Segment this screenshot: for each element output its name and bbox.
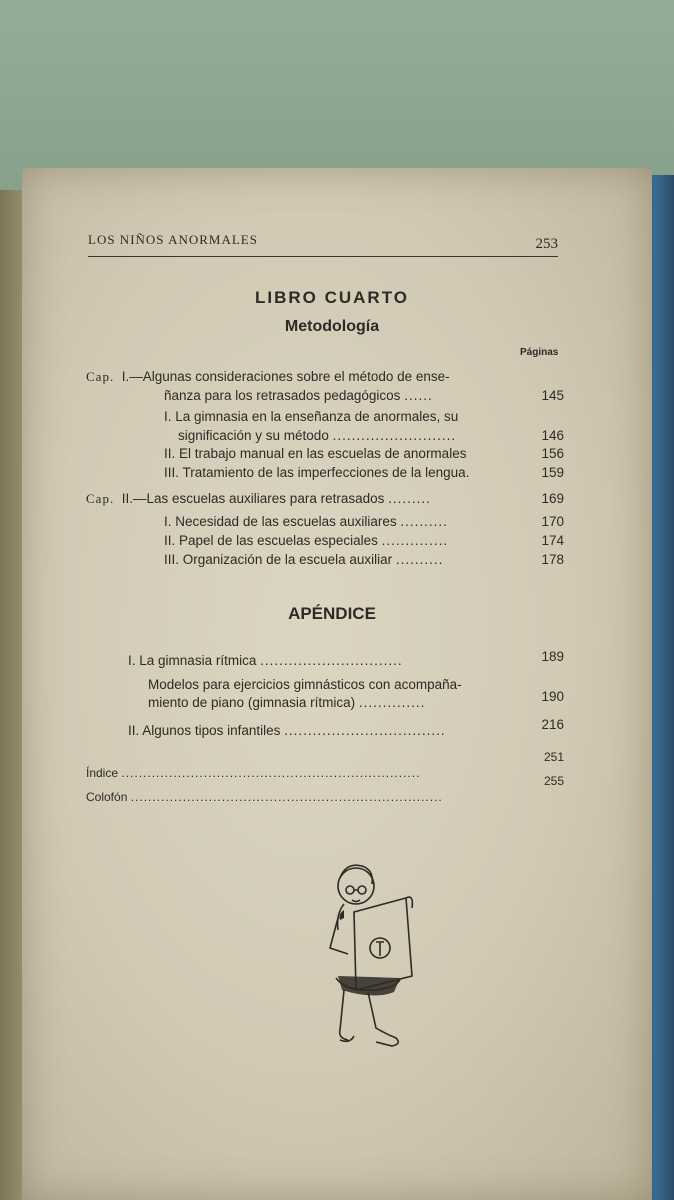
item-title: Tratamiento de las imperfecciones de la lengua. (182, 465, 470, 480)
chapter-label: Cap. (86, 491, 115, 506)
colophon-label: Colofón (86, 790, 128, 804)
section-title: Metodología (284, 318, 380, 335)
page-ref: 189 (541, 649, 564, 664)
running-head-title: LOS NIÑOS ANORMALES (88, 232, 258, 247)
item-numeral: I. (164, 514, 172, 529)
leader-dots: ......... (388, 491, 431, 506)
toc-item (86, 408, 576, 426)
item-numeral: I. (128, 653, 136, 668)
page-ref: 159 (541, 465, 564, 480)
page-ref: 255 (543, 774, 564, 788)
page-ref: 190 (541, 689, 564, 704)
page-ref: 156 (541, 446, 564, 461)
item-title: Modelos para ejercicios gimnásticos con acompaña- (148, 677, 462, 692)
page-ref: 145 (541, 388, 564, 403)
toc-item (86, 445, 576, 463)
leader-dots: .............................. (260, 653, 403, 668)
item-numeral: II. (164, 446, 176, 461)
item-numeral: III. (164, 552, 180, 567)
book-page (22, 168, 652, 1200)
item-title: La gimnasia en la enseñanza de anormales, su (175, 409, 459, 424)
item-title-continued: significación y su método (178, 428, 329, 443)
item-title: Papel de las escuelas especiales (179, 533, 378, 548)
item-numeral: I. (164, 409, 172, 424)
leader-dots: ...... (404, 388, 433, 403)
chapter-title-continued: ñanza para los retrasados pedagógicos (164, 388, 401, 403)
pages-column-label: Páginas (520, 347, 559, 358)
back-matter-index (86, 750, 576, 782)
item-title: Organización de la escuela auxiliar (182, 552, 393, 567)
leader-dots: ........................................................................ (130, 790, 443, 804)
leader-dots: ..................................................................... (121, 766, 421, 780)
toc-item-line2 (86, 427, 576, 445)
leader-dots: .................................. (284, 723, 446, 738)
page-ref: 169 (541, 491, 564, 506)
page-ref: 251 (543, 750, 564, 764)
chapter-numeral: II. (121, 491, 133, 506)
book-title: LIBRO CUARTO (254, 288, 409, 307)
running-head (88, 230, 558, 257)
index-label: Índice (86, 766, 119, 780)
appendix-item (86, 649, 576, 670)
appendix-item (86, 676, 576, 694)
item-numeral: III. (164, 465, 180, 480)
page-number: 253 (535, 236, 558, 252)
toc-chapter-2 (86, 490, 576, 508)
appendix-item-line2 (86, 689, 576, 712)
page-ref: 216 (541, 717, 564, 732)
leader-dots: .......... (400, 514, 448, 529)
item-title: La gimnasia rítmica (139, 653, 257, 668)
item-numeral: II. (128, 723, 140, 738)
leader-dots: .............. (358, 695, 426, 710)
item-title: Algunos tipos infantiles (142, 723, 281, 738)
toc-item (86, 551, 576, 569)
chapter-label: Cap. (86, 369, 115, 384)
toc-chapter-1-line2 (86, 387, 576, 405)
chapter-numeral: I. (121, 369, 130, 384)
item-title: El trabajo manual en las escuelas de anormales (179, 446, 467, 461)
chapter-title: —Algunas consideraciones sobre el método de ense- (129, 369, 450, 384)
leader-dots: .......................... (332, 428, 457, 443)
page-ref: 146 (541, 428, 564, 443)
back-matter-colophon (86, 774, 576, 806)
toc-item (86, 532, 576, 550)
chapter-title: —Las escuelas auxiliares para retrasados (132, 491, 385, 506)
item-title-continued: miento de piano (gimnasia rítmica) (148, 695, 356, 710)
child-reading-book-emblem-icon (314, 858, 424, 1068)
toc-item (86, 513, 576, 531)
leader-dots: .............. (381, 533, 449, 548)
toc-chapter-1 (86, 368, 576, 386)
page-ref: 178 (541, 552, 564, 567)
toc-item (86, 464, 576, 482)
page-ref: 174 (541, 533, 564, 548)
appendix-item (86, 717, 576, 740)
item-numeral: II. (164, 533, 176, 548)
leader-dots: .......... (395, 552, 444, 567)
appendix-title: APÉNDICE (288, 604, 376, 623)
item-title: Necesidad de las escuelas auxiliares (175, 514, 397, 529)
page-ref: 170 (541, 514, 564, 529)
